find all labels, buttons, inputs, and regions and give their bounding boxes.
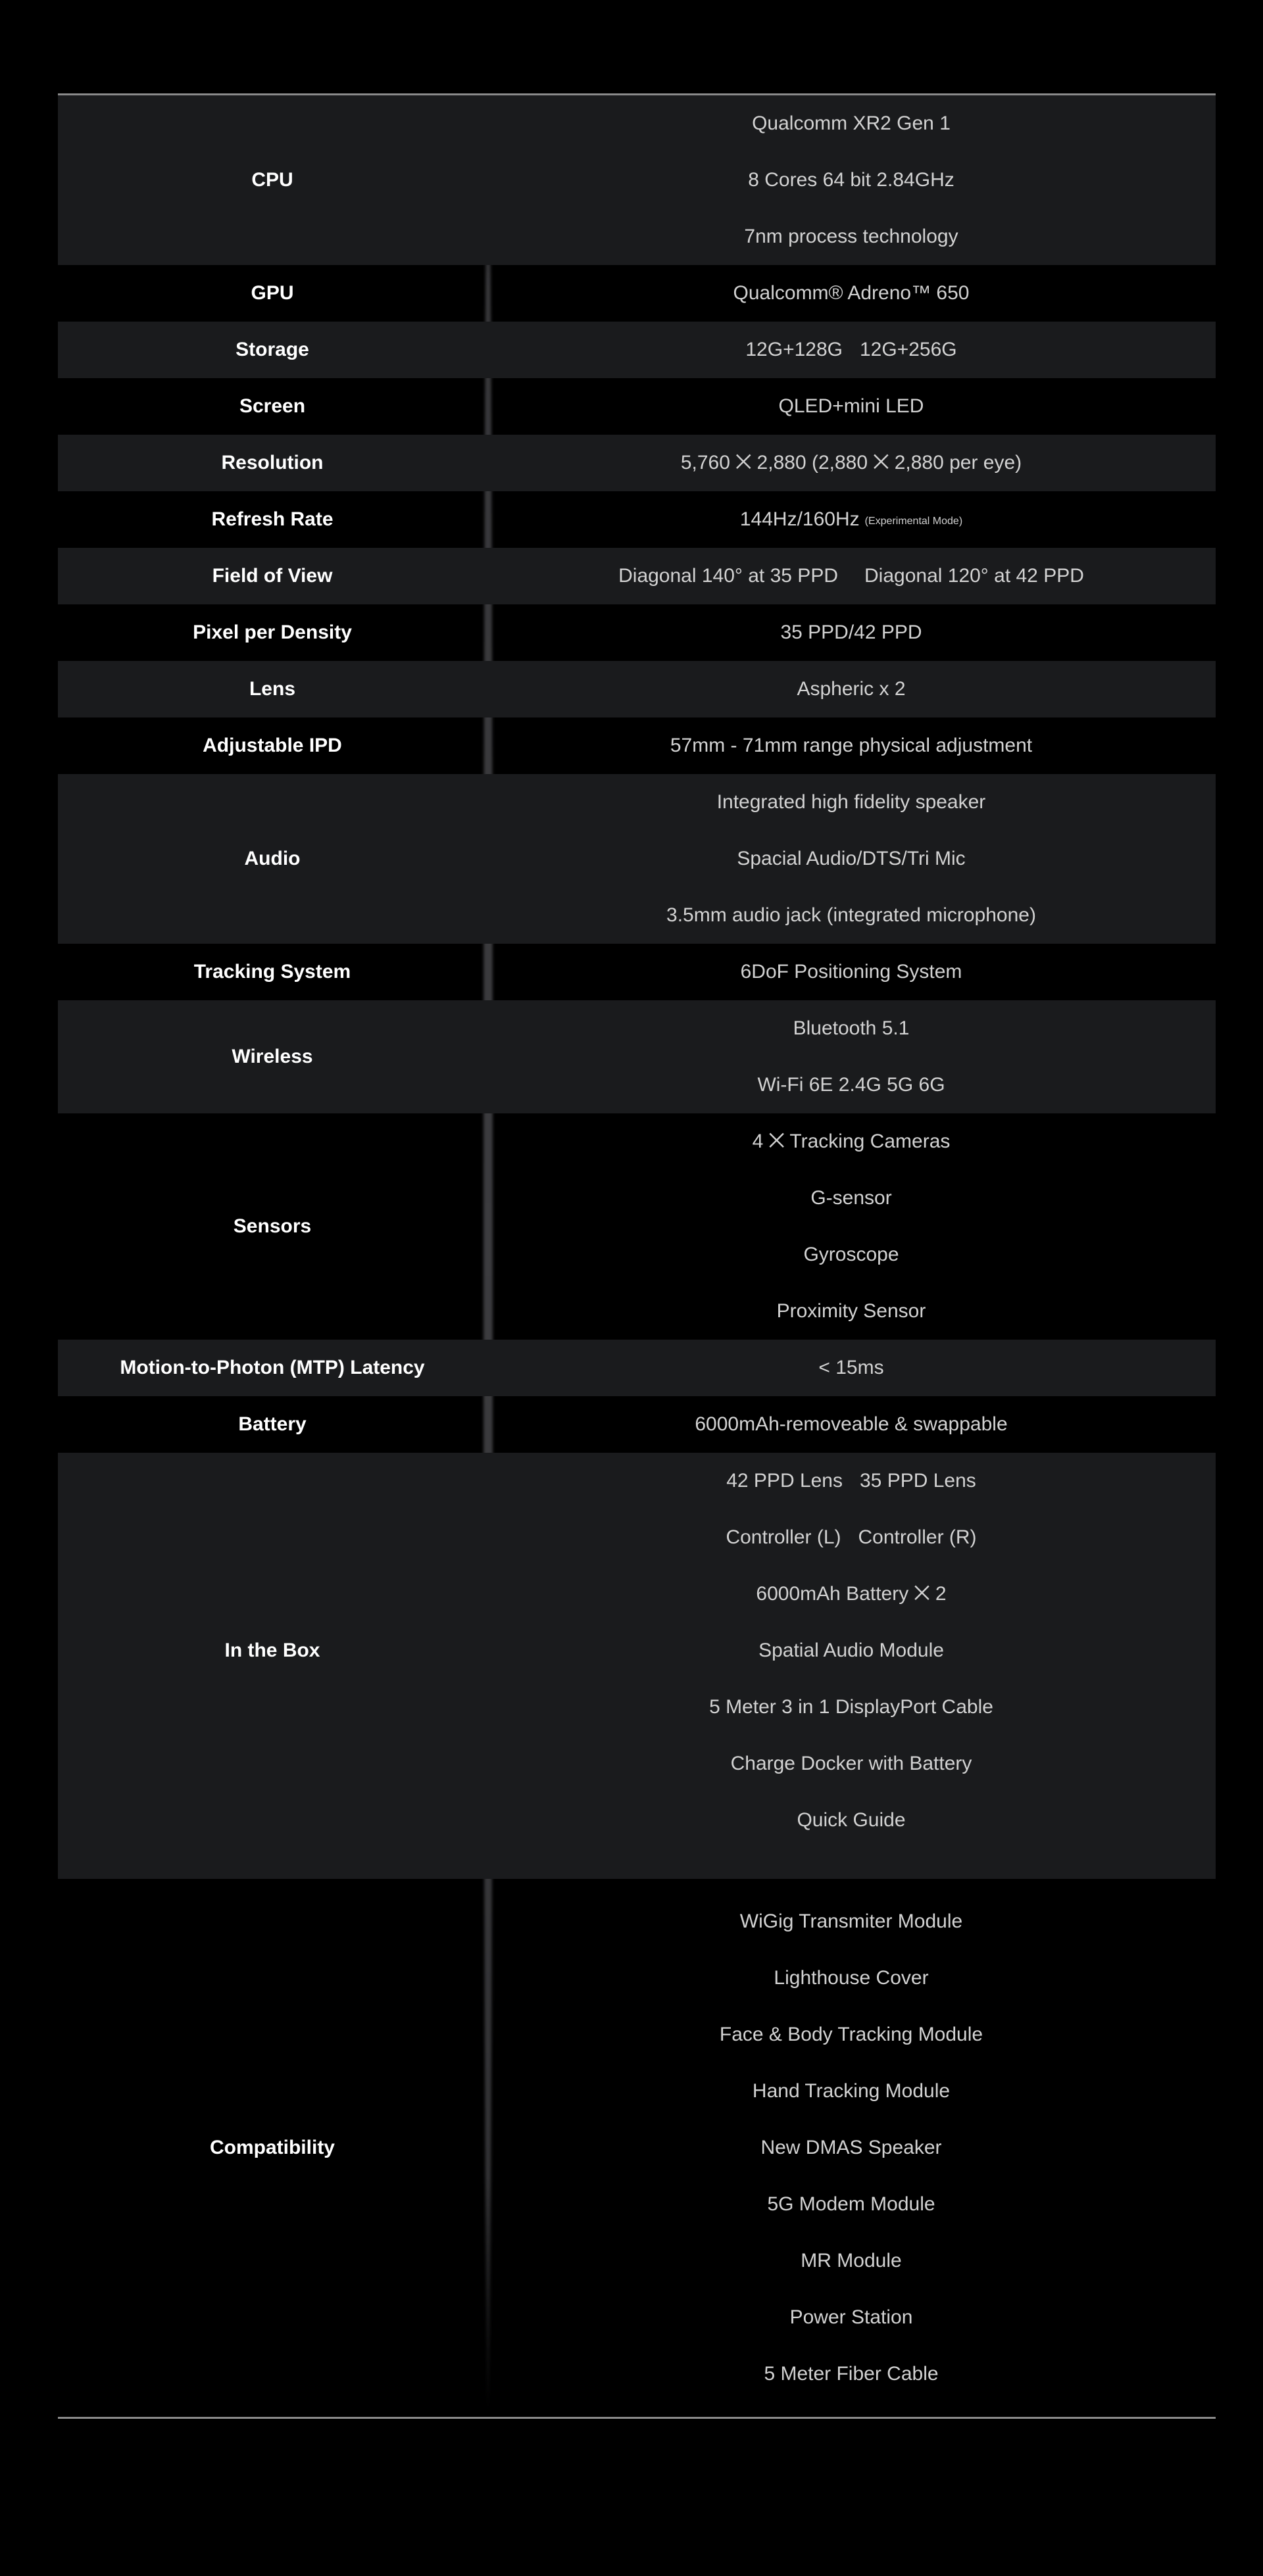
spec-values [487,322,1216,378]
spec-values [487,604,1216,661]
spec-values [487,265,1216,322]
spec-value: 8 Cores 64 bit 2.84GHz [748,169,954,191]
spec-values [487,548,1216,604]
spec-value: 5G Modem Module [767,2193,935,2215]
spec-value: Qualcomm® Adreno™ 650 [733,282,970,304]
spec-value: Bluetooth 5.1 [793,1017,910,1039]
spec-value: Aspheric x 2 [797,678,906,700]
spec-value: Wi-Fi 6E 2.4G 5G 6G [757,1074,945,1096]
spec-row-field-of-view [58,548,1216,604]
spec-row-wireless [58,1000,1216,1113]
spec-value: Hand Tracking Module [752,2080,951,2102]
spec-label: Wireless [232,1046,313,1067]
spec-value: Qualcomm XR2 Gen 1 [752,112,951,134]
refresh-rate-value: 144Hz/160Hz [739,508,860,530]
spec-value: < 15ms [818,1357,884,1378]
refresh-rate-note: (Experimental Mode) [864,516,963,527]
spec-value: Spatial Audio Module [758,1640,944,1661]
spec-row-compatibility [58,1879,1216,2417]
spec-label: Compatibility [209,2137,335,2158]
spec-value: Lighthouse Cover [774,1967,929,1989]
spec-value: 5 Meter Fiber Cable [764,2363,939,2385]
spec-row-tracking-system [58,944,1216,1000]
spec-label: Adjustable IPD [203,735,342,756]
spec-value: Quick Guide [797,1809,906,1831]
spec-label: Sensors [233,1215,312,1237]
spec-value: Integrated high fidelity speaker [716,791,986,813]
spec-row-resolution [58,435,1216,491]
spec-values [487,774,1216,944]
spec-label: Resolution [221,452,324,474]
spec-value: 3.5mm audio jack (integrated microphone) [666,904,1036,926]
spec-label: Refresh Rate [211,508,334,530]
spec-values [487,435,1216,491]
spec-row-gpu [58,265,1216,322]
spec-label: Tracking System [193,961,351,983]
spec-row-audio [58,774,1216,944]
spec-value [487,1453,1216,1509]
spec-label: Storage [235,339,309,360]
spec-value: 7nm process technology [744,226,958,247]
storage-option: 12G+256G [860,339,957,360]
spec-values [487,491,1216,548]
spec-value: G-sensor [810,1187,892,1209]
spec-row-battery [58,1396,1216,1453]
spec-value: 6000mAh-removeable & swappable [695,1413,1008,1435]
spec-value: MR Module [801,2250,902,2272]
spec-row-storage [58,322,1216,378]
spec-value: QLED+mini LED [778,395,924,417]
spec-row-sensors [58,1113,1216,1340]
spec-value: Charge Docker with Battery [730,1753,972,1774]
spec-value: WiGig Transmiter Module [739,1910,963,1932]
spec-label: Screen [239,395,306,417]
spec-value: Proximity Sensor [776,1300,926,1322]
spec-values [487,1396,1216,1453]
spec-row-screen [58,378,1216,435]
spec-row-pixel-density [58,604,1216,661]
spec-label: Field of View [212,565,333,587]
spec-label: CPU [251,169,293,191]
spec-values [487,944,1216,1000]
spec-value [487,491,1216,548]
fov-option: Diagonal 140° at 35 PPD [618,565,838,587]
spec-row-in-the-box [58,1453,1216,1879]
spec-label: Motion-to-Photon (MTP) Latency [120,1357,425,1378]
spec-value: 5,760 ⨉ 2,880 (2,880 ⨉ 2,880 per eye) [680,452,1022,474]
box-item: Controller (L) [726,1526,841,1548]
spec-value: New DMAS Speaker [760,2137,942,2158]
spec-label: Audio [244,848,301,869]
spec-label: Lens [249,678,296,700]
spec-row-adjustable-ipd [58,717,1216,774]
spec-value: Power Station [789,2306,913,2328]
spec-value: 4 ⨉ Tracking Cameras [752,1130,951,1152]
spec-table [58,93,1216,2419]
spec-value [487,322,1216,378]
spec-row-mtp-latency [58,1340,1216,1396]
box-item: 35 PPD Lens [860,1470,976,1492]
spec-label: GPU [251,282,294,304]
spec-value: 57mm - 71mm range physical adjustment [670,735,1033,756]
spec-values [487,95,1216,265]
spec-value: Spacial Audio/DTS/Tri Mic [737,848,966,869]
spec-values [487,1453,1216,1849]
spec-value: 5 Meter 3 in 1 DisplayPort Cable [709,1696,993,1718]
spec-value [487,548,1216,604]
spec-row-refresh-rate [58,491,1216,548]
spec-values [487,1340,1216,1396]
box-item: 42 PPD Lens [726,1470,843,1492]
spec-value: Face & Body Tracking Module [719,2024,983,2045]
storage-option: 12G+128G [745,339,843,360]
fov-option: Diagonal 120° at 42 PPD [864,565,1084,587]
spec-values [487,1000,1216,1113]
spec-value: 6DoF Positioning System [740,961,962,983]
spec-values [487,378,1216,435]
spec-row-lens [58,661,1216,717]
spec-values [487,661,1216,717]
spec-value: 35 PPD/42 PPD [780,621,922,643]
spec-value [487,1509,1216,1566]
spec-label: In the Box [224,1640,320,1661]
box-item: Controller (R) [858,1526,977,1548]
spec-value: 6000mAh Battery ⨉ 2 [756,1583,947,1605]
spec-value: Gyroscope [803,1244,899,1265]
spec-row-cpu [58,95,1216,265]
spec-values [487,1113,1216,1340]
spec-values [487,1879,1216,2417]
spec-label: Battery [238,1413,307,1435]
spec-values [487,717,1216,774]
spec-label: Pixel per Density [193,621,352,643]
